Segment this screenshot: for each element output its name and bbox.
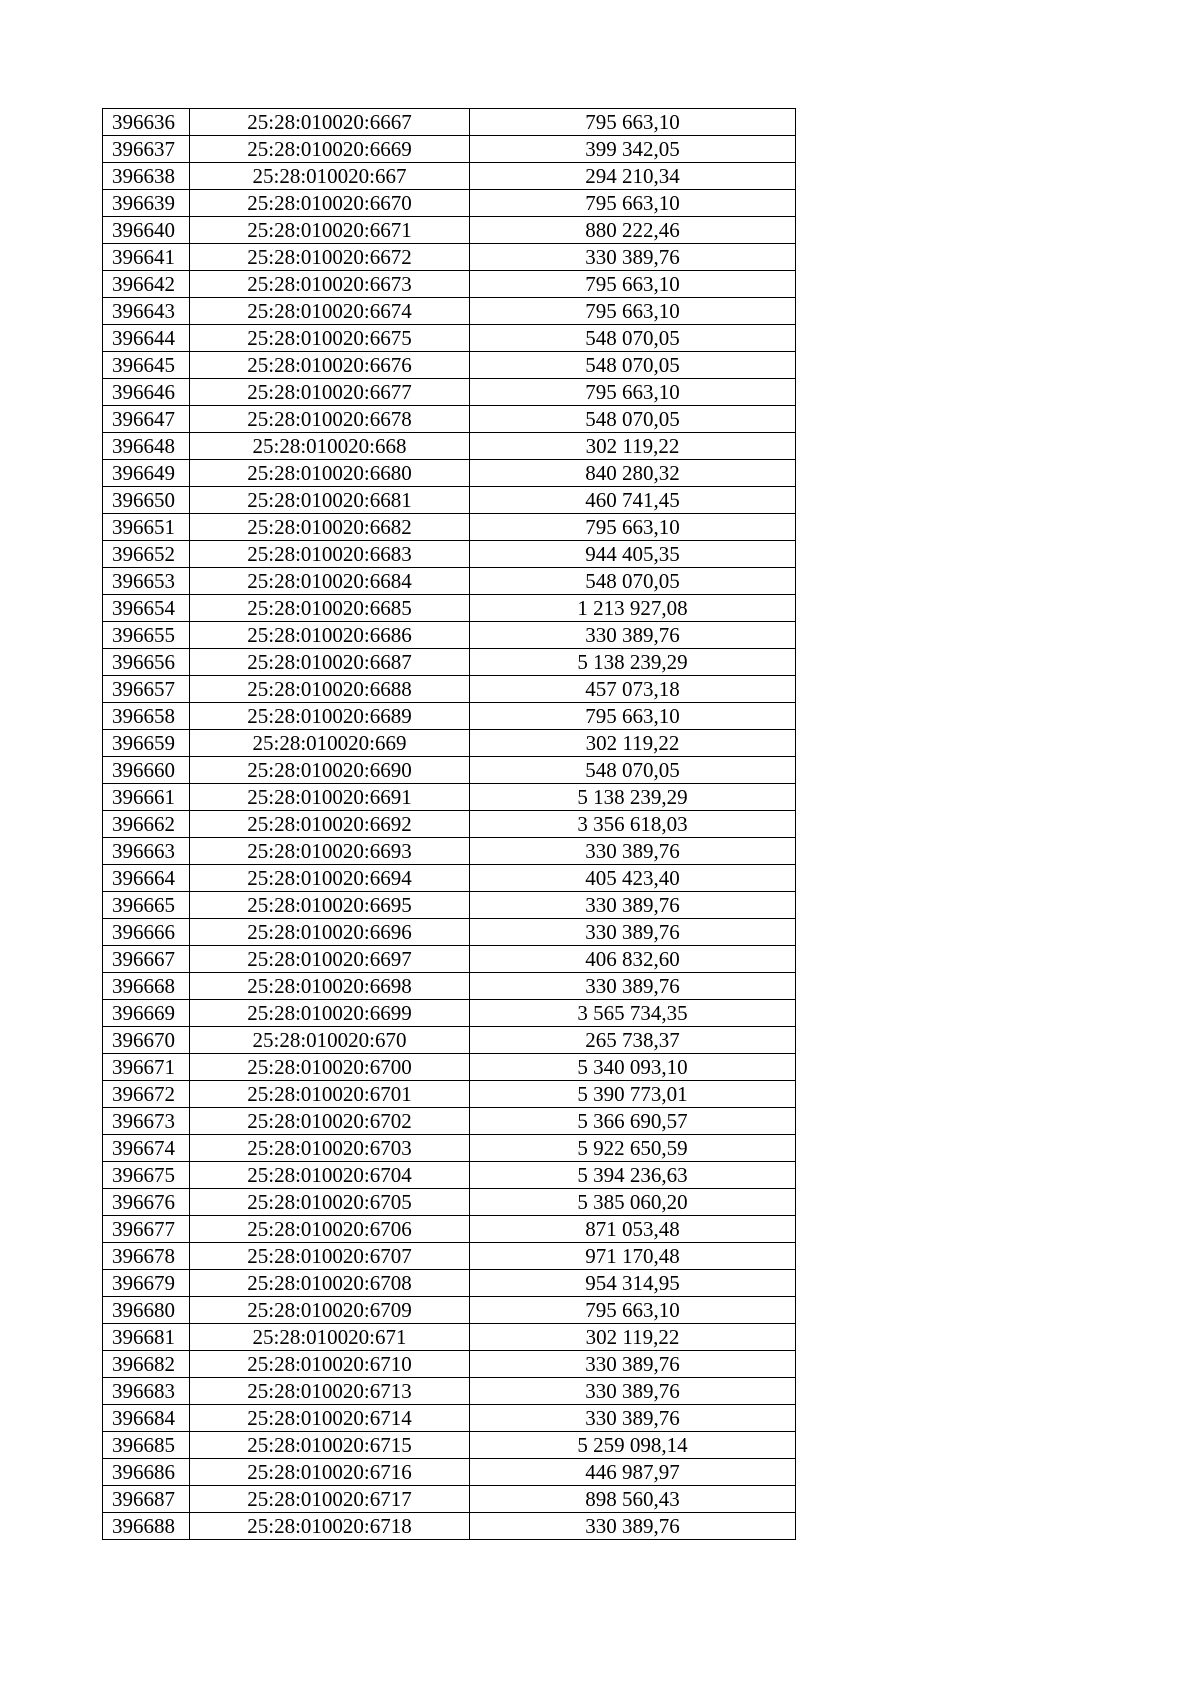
table-row [103, 460, 796, 487]
cadastral-value-cell: 3 565 734,35 [470, 1000, 796, 1027]
cadastral-value-cell: 330 389,76 [470, 973, 796, 1000]
table-row [103, 136, 796, 163]
cadastral-number-cell: 25:28:010020:6693 [190, 838, 470, 865]
row-id-cell: 396678 [103, 1243, 190, 1270]
table-row [103, 298, 796, 325]
table-row [103, 730, 796, 757]
cadastral-number-cell: 25:28:010020:6709 [190, 1297, 470, 1324]
cadastral-number-cell: 25:28:010020:6695 [190, 892, 470, 919]
row-id-cell: 396640 [103, 217, 190, 244]
table-row [103, 1135, 796, 1162]
row-id-cell: 396676 [103, 1189, 190, 1216]
table-row [103, 1108, 796, 1135]
cadastral-value-cell: 880 222,46 [470, 217, 796, 244]
table-row [103, 1243, 796, 1270]
table-row [103, 1351, 796, 1378]
cadastral-number-cell: 25:28:010020:668 [190, 433, 470, 460]
table-row [103, 703, 796, 730]
cadastral-value-cell: 302 119,22 [470, 1324, 796, 1351]
cadastral-number-cell: 25:28:010020:6698 [190, 973, 470, 1000]
cadastral-value-cell: 5 138 239,29 [470, 784, 796, 811]
row-id-cell: 396636 [103, 109, 190, 136]
cadastral-value-cell: 5 366 690,57 [470, 1108, 796, 1135]
row-id-cell: 396653 [103, 568, 190, 595]
table-row [103, 406, 796, 433]
row-id-cell: 396677 [103, 1216, 190, 1243]
cadastral-number-cell: 25:28:010020:6694 [190, 865, 470, 892]
row-id-cell: 396650 [103, 487, 190, 514]
cadastral-number-cell: 25:28:010020:6708 [190, 1270, 470, 1297]
cadastral-number-cell: 25:28:010020:6680 [190, 460, 470, 487]
row-id-cell: 396651 [103, 514, 190, 541]
row-id-cell: 396662 [103, 811, 190, 838]
row-id-cell: 396652 [103, 541, 190, 568]
cadastral-number-cell: 25:28:010020:6686 [190, 622, 470, 649]
cadastral-number-cell: 25:28:010020:6700 [190, 1054, 470, 1081]
cadastral-value-cell: 548 070,05 [470, 568, 796, 595]
cadastral-value-cell: 795 663,10 [470, 190, 796, 217]
table-row [103, 433, 796, 460]
cadastral-number-cell: 25:28:010020:6704 [190, 1162, 470, 1189]
cadastral-number-cell: 25:28:010020:6687 [190, 649, 470, 676]
row-id-cell: 396687 [103, 1486, 190, 1513]
cadastral-value-cell: 795 663,10 [470, 1297, 796, 1324]
cadastral-value-cell: 795 663,10 [470, 271, 796, 298]
table-row [103, 946, 796, 973]
table-row [103, 1189, 796, 1216]
table-row [103, 1054, 796, 1081]
table-row [103, 1216, 796, 1243]
cadastral-value-cell: 399 342,05 [470, 136, 796, 163]
row-id-cell: 396681 [103, 1324, 190, 1351]
cadastral-value-cell: 5 390 773,01 [470, 1081, 796, 1108]
cadastral-value-cell: 795 663,10 [470, 514, 796, 541]
row-id-cell: 396664 [103, 865, 190, 892]
table-row [103, 109, 796, 136]
cadastral-value-cell: 5 385 060,20 [470, 1189, 796, 1216]
cadastral-value-cell: 330 389,76 [470, 1405, 796, 1432]
cadastral-value-cell: 548 070,05 [470, 325, 796, 352]
cadastral-number-cell: 25:28:010020:6716 [190, 1459, 470, 1486]
table-row [103, 784, 796, 811]
table-row [103, 1270, 796, 1297]
table-row [103, 190, 796, 217]
cadastral-value-cell: 446 987,97 [470, 1459, 796, 1486]
table-body [103, 109, 796, 1540]
table-row [103, 1081, 796, 1108]
cadastral-value-cell: 5 922 650,59 [470, 1135, 796, 1162]
row-id-cell: 396688 [103, 1513, 190, 1540]
table-row [103, 1405, 796, 1432]
cadastral-value-cell: 5 259 098,14 [470, 1432, 796, 1459]
cadastral-value-cell: 265 738,37 [470, 1027, 796, 1054]
row-id-cell: 396685 [103, 1432, 190, 1459]
cadastral-value-cell: 5 340 093,10 [470, 1054, 796, 1081]
table-row [103, 757, 796, 784]
row-id-cell: 396682 [103, 1351, 190, 1378]
cadastral-number-cell: 25:28:010020:6701 [190, 1081, 470, 1108]
row-id-cell: 396643 [103, 298, 190, 325]
table-row [103, 271, 796, 298]
cadastral-value-cell: 548 070,05 [470, 757, 796, 784]
cadastral-number-cell: 25:28:010020:6689 [190, 703, 470, 730]
cadastral-number-cell: 25:28:010020:6673 [190, 271, 470, 298]
row-id-cell: 396675 [103, 1162, 190, 1189]
cadastral-value-cell: 330 389,76 [470, 1378, 796, 1405]
cadastral-number-cell: 25:28:010020:6672 [190, 244, 470, 271]
cadastral-number-cell: 25:28:010020:6702 [190, 1108, 470, 1135]
cadastral-number-cell: 25:28:010020:6690 [190, 757, 470, 784]
cadastral-number-cell: 25:28:010020:6697 [190, 946, 470, 973]
cadastral-value-cell: 330 389,76 [470, 622, 796, 649]
row-id-cell: 396639 [103, 190, 190, 217]
table-row [103, 973, 796, 1000]
row-id-cell: 396672 [103, 1081, 190, 1108]
cadastral-number-cell: 25:28:010020:6696 [190, 919, 470, 946]
cadastral-value-cell: 898 560,43 [470, 1486, 796, 1513]
cadastral-value-cell: 954 314,95 [470, 1270, 796, 1297]
cadastral-number-cell: 25:28:010020:6710 [190, 1351, 470, 1378]
table-row [103, 919, 796, 946]
cadastral-number-cell: 25:28:010020:6676 [190, 352, 470, 379]
cadastral-number-cell: 25:28:010020:6683 [190, 541, 470, 568]
row-id-cell: 396673 [103, 1108, 190, 1135]
cadastral-number-cell: 25:28:010020:671 [190, 1324, 470, 1351]
cadastral-value-cell: 330 389,76 [470, 838, 796, 865]
table-row [103, 379, 796, 406]
row-id-cell: 396644 [103, 325, 190, 352]
cadastral-number-cell: 25:28:010020:6706 [190, 1216, 470, 1243]
cadastral-number-cell: 25:28:010020:6705 [190, 1189, 470, 1216]
row-id-cell: 396674 [103, 1135, 190, 1162]
row-id-cell: 396661 [103, 784, 190, 811]
table-row [103, 595, 796, 622]
cadastral-value-cell: 1 213 927,08 [470, 595, 796, 622]
table-row [103, 163, 796, 190]
table-row [103, 325, 796, 352]
cadastral-value-cell: 944 405,35 [470, 541, 796, 568]
cadastral-value-cell: 330 389,76 [470, 1351, 796, 1378]
cadastral-value-cell: 302 119,22 [470, 433, 796, 460]
row-id-cell: 396638 [103, 163, 190, 190]
cadastral-number-cell: 25:28:010020:6714 [190, 1405, 470, 1432]
row-id-cell: 396666 [103, 919, 190, 946]
row-id-cell: 396684 [103, 1405, 190, 1432]
cadastral-number-cell: 25:28:010020:6677 [190, 379, 470, 406]
table-row [103, 568, 796, 595]
table-row [103, 244, 796, 271]
cadastral-number-cell: 25:28:010020:6703 [190, 1135, 470, 1162]
cadastral-value-cell: 795 663,10 [470, 379, 796, 406]
cadastral-number-cell: 25:28:010020:6718 [190, 1513, 470, 1540]
cadastral-value-cell: 548 070,05 [470, 352, 796, 379]
cadastral-value-cell: 971 170,48 [470, 1243, 796, 1270]
cadastral-number-cell: 25:28:010020:6682 [190, 514, 470, 541]
table-row [103, 838, 796, 865]
cadastral-number-cell: 25:28:010020:6681 [190, 487, 470, 514]
cadastral-number-cell: 25:28:010020:670 [190, 1027, 470, 1054]
row-id-cell: 396637 [103, 136, 190, 163]
cadastral-value-cell: 5 138 239,29 [470, 649, 796, 676]
cadastral-value-cell: 840 280,32 [470, 460, 796, 487]
row-id-cell: 396668 [103, 973, 190, 1000]
row-id-cell: 396660 [103, 757, 190, 784]
table-row [103, 1297, 796, 1324]
cadastral-value-table [102, 108, 796, 1540]
cadastral-number-cell: 25:28:010020:6699 [190, 1000, 470, 1027]
table-row [103, 1486, 796, 1513]
cadastral-value-cell: 294 210,34 [470, 163, 796, 190]
table-row [103, 1027, 796, 1054]
cadastral-number-cell: 25:28:010020:6713 [190, 1378, 470, 1405]
row-id-cell: 396667 [103, 946, 190, 973]
cadastral-value-cell: 871 053,48 [470, 1216, 796, 1243]
table-row [103, 1000, 796, 1027]
cadastral-value-cell: 330 389,76 [470, 1513, 796, 1540]
cadastral-number-cell: 25:28:010020:6675 [190, 325, 470, 352]
cadastral-number-cell: 25:28:010020:6685 [190, 595, 470, 622]
row-id-cell: 396663 [103, 838, 190, 865]
cadastral-value-cell: 330 389,76 [470, 919, 796, 946]
row-id-cell: 396686 [103, 1459, 190, 1486]
row-id-cell: 396670 [103, 1027, 190, 1054]
row-id-cell: 396669 [103, 1000, 190, 1027]
cadastral-value-cell: 330 389,76 [470, 892, 796, 919]
table-row [103, 622, 796, 649]
cadastral-number-cell: 25:28:010020:6674 [190, 298, 470, 325]
row-id-cell: 396641 [103, 244, 190, 271]
row-id-cell: 396655 [103, 622, 190, 649]
row-id-cell: 396656 [103, 649, 190, 676]
cadastral-value-cell: 460 741,45 [470, 487, 796, 514]
row-id-cell: 396654 [103, 595, 190, 622]
row-id-cell: 396680 [103, 1297, 190, 1324]
cadastral-number-cell: 25:28:010020:6691 [190, 784, 470, 811]
table-row [103, 649, 796, 676]
table-row [103, 1459, 796, 1486]
cadastral-value-cell: 795 663,10 [470, 298, 796, 325]
cadastral-number-cell: 25:28:010020:6671 [190, 217, 470, 244]
row-id-cell: 396647 [103, 406, 190, 433]
row-id-cell: 396683 [103, 1378, 190, 1405]
cadastral-value-cell: 457 073,18 [470, 676, 796, 703]
table-row [103, 1432, 796, 1459]
row-id-cell: 396665 [103, 892, 190, 919]
table-row [103, 811, 796, 838]
table-row [103, 865, 796, 892]
row-id-cell: 396649 [103, 460, 190, 487]
table-row [103, 676, 796, 703]
row-id-cell: 396646 [103, 379, 190, 406]
cadastral-number-cell: 25:28:010020:667 [190, 163, 470, 190]
cadastral-number-cell: 25:28:010020:6669 [190, 136, 470, 163]
cadastral-value-cell: 795 663,10 [470, 109, 796, 136]
cadastral-number-cell: 25:28:010020:6678 [190, 406, 470, 433]
cadastral-value-cell: 3 356 618,03 [470, 811, 796, 838]
cadastral-value-cell: 795 663,10 [470, 703, 796, 730]
cadastral-value-cell: 330 389,76 [470, 244, 796, 271]
cadastral-value-cell: 406 832,60 [470, 946, 796, 973]
cadastral-number-cell: 25:28:010020:6684 [190, 568, 470, 595]
cadastral-number-cell: 25:28:010020:6692 [190, 811, 470, 838]
table-row [103, 1378, 796, 1405]
cadastral-value-cell: 302 119,22 [470, 730, 796, 757]
row-id-cell: 396679 [103, 1270, 190, 1297]
table-row [103, 487, 796, 514]
row-id-cell: 396658 [103, 703, 190, 730]
table-row [103, 352, 796, 379]
row-id-cell: 396645 [103, 352, 190, 379]
row-id-cell: 396671 [103, 1054, 190, 1081]
cadastral-number-cell: 25:28:010020:6717 [190, 1486, 470, 1513]
cadastral-value-cell: 405 423,40 [470, 865, 796, 892]
cadastral-number-cell: 25:28:010020:6667 [190, 109, 470, 136]
row-id-cell: 396657 [103, 676, 190, 703]
cadastral-value-cell: 548 070,05 [470, 406, 796, 433]
cadastral-number-cell: 25:28:010020:6707 [190, 1243, 470, 1270]
row-id-cell: 396659 [103, 730, 190, 757]
table-row [103, 514, 796, 541]
cadastral-value-cell: 5 394 236,63 [470, 1162, 796, 1189]
table-row [103, 1513, 796, 1540]
cadastral-number-cell: 25:28:010020:6688 [190, 676, 470, 703]
table-row [103, 1324, 796, 1351]
row-id-cell: 396642 [103, 271, 190, 298]
row-id-cell: 396648 [103, 433, 190, 460]
table-row [103, 541, 796, 568]
cadastral-number-cell: 25:28:010020:6715 [190, 1432, 470, 1459]
cadastral-number-cell: 25:28:010020:669 [190, 730, 470, 757]
table-row [103, 1162, 796, 1189]
table-row [103, 892, 796, 919]
cadastral-number-cell: 25:28:010020:6670 [190, 190, 470, 217]
table-row [103, 217, 796, 244]
